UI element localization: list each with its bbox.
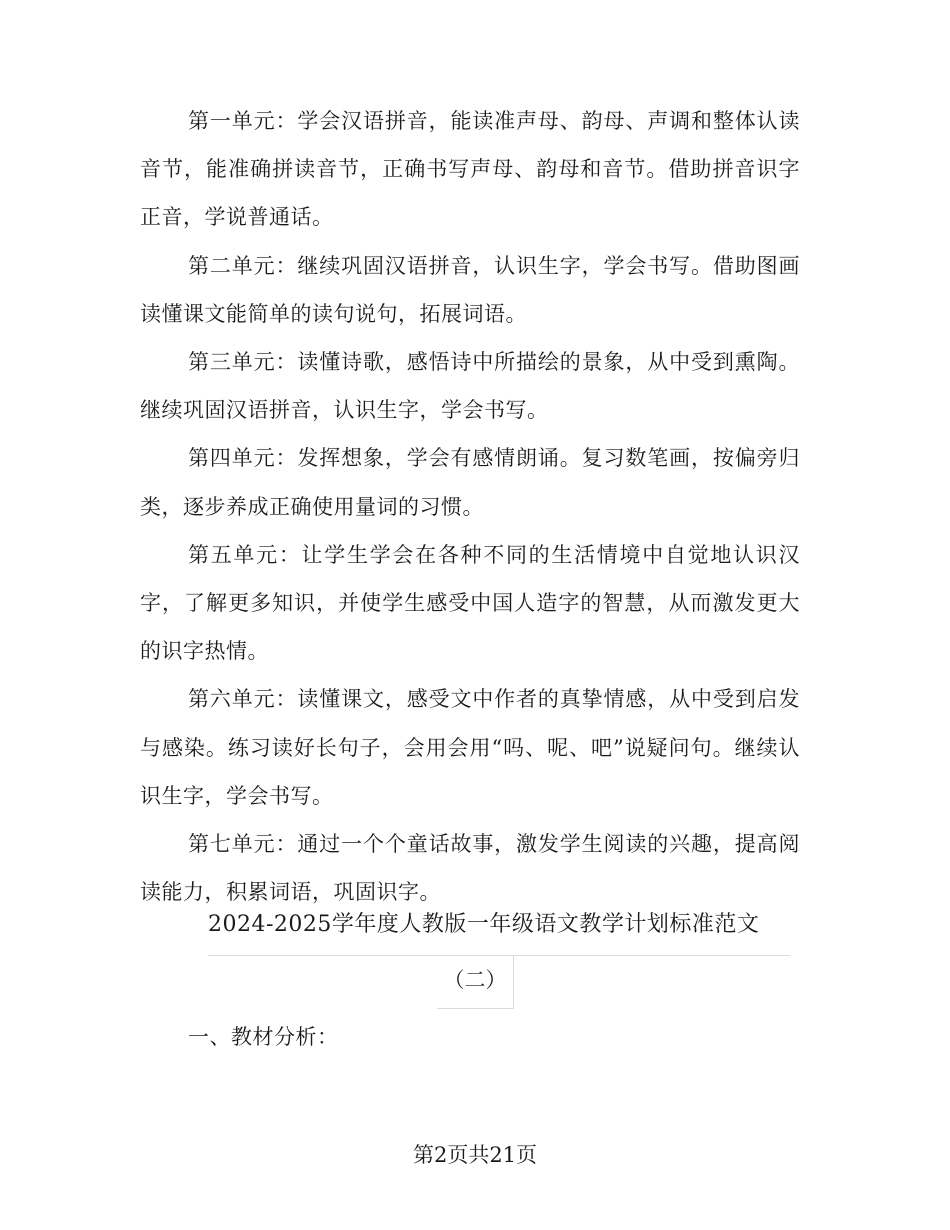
unit-3-paragraph: 第三单元：读懂诗歌，感悟诗中所描绘的景象，从中受到熏陶。继续巩固汉语拼音，认识生字，学会书写。 bbox=[140, 350, 800, 423]
unit-4-paragraph: 第四单元：发挥想象，学会有感情朗诵。复习数笔画，按偏旁归类，逐步养成正确使用量词的习惯。 bbox=[140, 446, 800, 519]
document-subtitle: （二） bbox=[437, 956, 514, 1009]
body-text bbox=[140, 97, 800, 916]
unit-2-paragraph: 第二单元：继续巩固汉语拼音，认识生字，学会书写。借助图画读懂课文能简单的读句说句，拓展词语。 bbox=[140, 253, 800, 326]
unit-1-paragraph: 第一单元：学会汉语拼音，能读准声母、韵母、声调和整体认读音节，能准确拼读音节，正确书写声母、韵母和音节。借助拼音识字正音，学说普通话。 bbox=[140, 109, 800, 230]
unit-7-paragraph: 第七单元：通过一个个童话故事，激发学生阅读的兴趣，提高阅读能力，积累词语，巩固识字。 bbox=[140, 832, 800, 905]
section-heading: 一、教材分析： bbox=[188, 1025, 339, 1049]
page-number: 第2页共21页 bbox=[412, 1143, 538, 1167]
document-title: 2024-2025学年度人教版一年级语文教学计划标准范文 bbox=[208, 903, 790, 956]
unit-5-paragraph: 第五单元：让学生学会在各种不同的生活情境中自觉地认识汉字，了解更多知识，并使学生感受中国人造字的智慧，从而激发更大的识字热情。 bbox=[140, 542, 800, 664]
unit-6-paragraph: 第六单元：读懂课文，感受文中作者的真挚情感，从中受到启发与感染。练习读好长句子，会用会用“吗、呢、吧”说疑问句。继续认识生字，学会书写。 bbox=[140, 687, 800, 808]
